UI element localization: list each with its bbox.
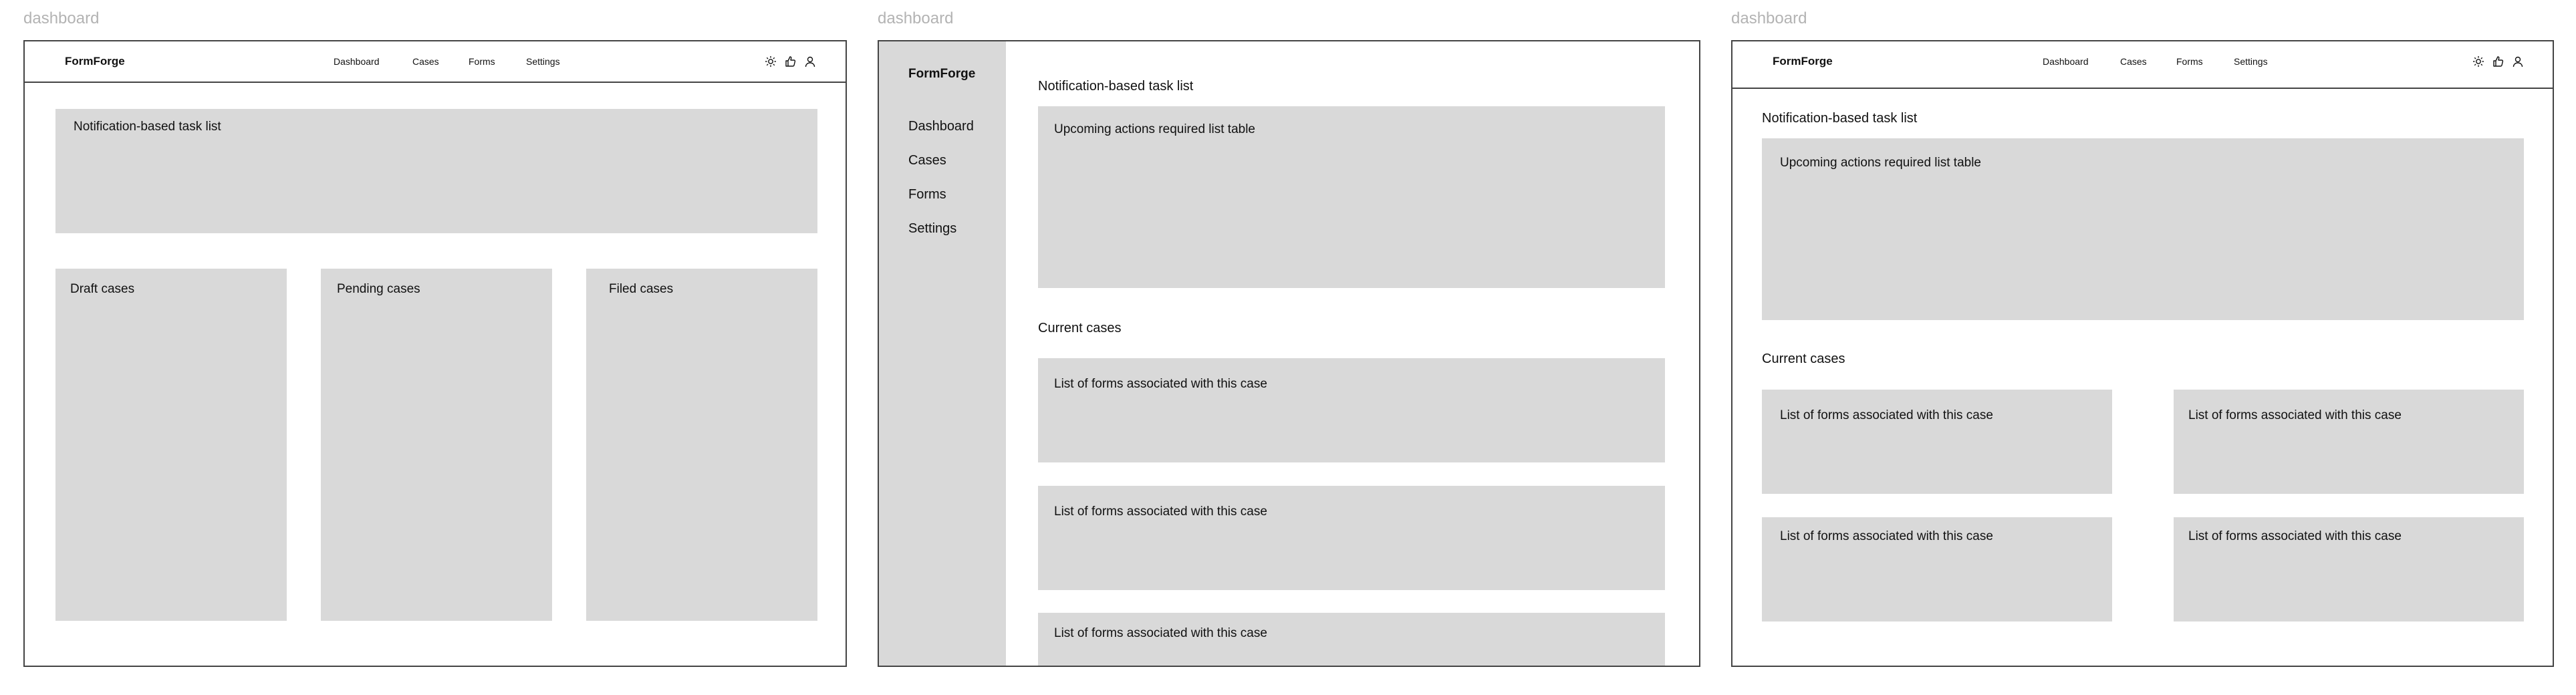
top-navigation-bar — [25, 41, 846, 83]
task-list-title: Notification-based task list — [1762, 111, 1918, 126]
filed-cases-column[interactable] — [586, 269, 817, 621]
frame-label: dashboard — [23, 9, 100, 27]
task-list-title: Notification-based task list — [74, 120, 221, 134]
pending-cases-title: Pending cases — [337, 282, 420, 296]
upcoming-actions-title: Upcoming actions required list table — [1780, 156, 1981, 170]
case-card[interactable] — [2174, 517, 2524, 621]
dashboard-frame-3 — [1731, 40, 2554, 667]
case-card[interactable] — [1038, 613, 1665, 667]
current-cases-title: Current cases — [1038, 321, 1122, 335]
case-card[interactable] — [1762, 517, 2112, 621]
case-card-title: List of forms associated with this case — [1054, 626, 1267, 640]
task-list-title: Notification-based task list — [1038, 79, 1194, 94]
sidebar-logo[interactable]: FormForge — [908, 67, 976, 81]
nav-dashboard[interactable]: Dashboard — [334, 56, 380, 67]
case-card-title: List of forms associated with this case — [1054, 377, 1267, 391]
nav-cases[interactable]: Cases — [412, 56, 439, 67]
user-icon[interactable] — [2512, 55, 2524, 67]
draft-cases-title: Draft cases — [70, 282, 135, 296]
top-navigation-bar — [1732, 41, 2553, 89]
sun-icon[interactable] — [2472, 55, 2484, 67]
nav-forms[interactable]: Forms — [2176, 56, 2203, 67]
case-card[interactable] — [2174, 390, 2524, 494]
logo[interactable]: FormForge — [65, 55, 125, 67]
nav-dashboard[interactable]: Dashboard — [2043, 56, 2089, 67]
logo[interactable]: FormForge — [1773, 55, 1833, 67]
notification-task-list[interactable] — [55, 109, 817, 233]
case-card[interactable] — [1038, 358, 1665, 462]
sidebar-item-forms[interactable]: Forms — [908, 187, 946, 202]
sidebar-item-dashboard[interactable]: Dashboard — [908, 119, 974, 134]
draft-cases-column[interactable] — [55, 269, 287, 621]
frame-label: dashboard — [878, 9, 954, 27]
case-card[interactable] — [1038, 486, 1665, 590]
filed-cases-title: Filed cases — [609, 282, 674, 296]
nav-cases[interactable]: Cases — [2120, 56, 2147, 67]
upcoming-actions-table[interactable] — [1762, 138, 2524, 320]
thumbs-up-icon[interactable] — [785, 55, 797, 67]
upcoming-actions-title: Upcoming actions required list table — [1054, 122, 1255, 136]
thumbs-up-icon[interactable] — [2492, 55, 2504, 67]
case-card[interactable] — [1762, 390, 2112, 494]
frame-label: dashboard — [1731, 9, 1807, 27]
sun-icon[interactable] — [765, 55, 777, 67]
current-cases-title: Current cases — [1762, 352, 1845, 366]
case-card-title: List of forms associated with this case — [1780, 529, 1993, 543]
nav-settings[interactable]: Settings — [2234, 56, 2268, 67]
dashboard-frame-1 — [23, 40, 847, 667]
case-card-title: List of forms associated with this case — [2188, 529, 2402, 543]
case-card-title: List of forms associated with this case — [2188, 408, 2402, 422]
sidebar — [879, 41, 1006, 666]
case-card-title: List of forms associated with this case — [1780, 408, 1993, 422]
nav-forms[interactable]: Forms — [469, 56, 495, 67]
upcoming-actions-table[interactable] — [1038, 106, 1665, 288]
case-card-title: List of forms associated with this case — [1054, 505, 1267, 519]
sidebar-item-settings[interactable]: Settings — [908, 221, 957, 236]
sidebar-item-cases[interactable]: Cases — [908, 153, 946, 168]
pending-cases-column[interactable] — [321, 269, 552, 621]
nav-settings[interactable]: Settings — [526, 56, 560, 67]
user-icon[interactable] — [804, 55, 816, 67]
dashboard-frame-2 — [878, 40, 1700, 667]
